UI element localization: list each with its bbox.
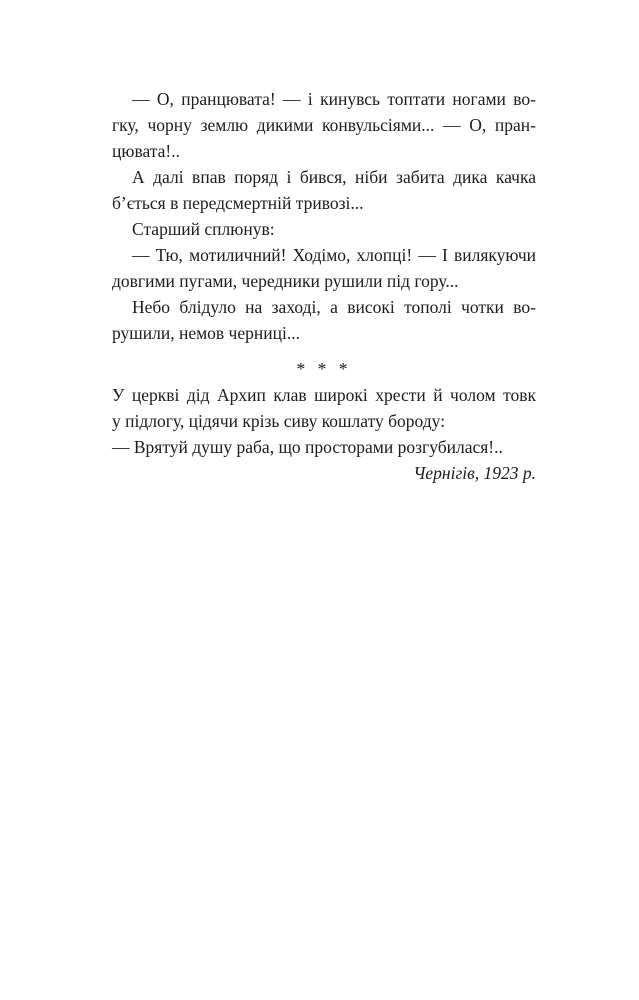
place-date-signature: Чернігів, 1923 р. (413, 463, 536, 483)
text-line: гку, чорну землю дикими конвульсіями... — О, пран- (112, 115, 536, 135)
text-line: рушили, немов черниці... (112, 323, 300, 343)
text-line: — Тю, мотиличний! Ходімо, хлопці! — І вилякуючи (132, 245, 536, 265)
text-line: — Врятуй душу раба, що просторами розгубилася!.. (112, 437, 503, 457)
text-line: б’ється в передсмертній тривозі... (112, 193, 364, 213)
text-line: Старший сплюнув: (132, 219, 275, 239)
section-separator: * * * (296, 359, 352, 379)
text-line: У церкві дід Архип клав широкі хрести й чолом товк (112, 385, 536, 405)
text-line: у підлогу, цідячи крізь сиву кошлату бороду: (112, 411, 446, 431)
text-line: — О, пранцювата! — і кинувсь топтати ногами во- (132, 89, 536, 109)
text-line: А далі впав поряд і бився, ніби забита дика качка (132, 167, 536, 187)
text-line: Небо блідуло на заході, а високі тополі чотки во- (132, 297, 536, 317)
text-line: цювата!.. (112, 141, 180, 161)
text-line: довгими пугами, чередники рушили під гору... (112, 271, 459, 291)
